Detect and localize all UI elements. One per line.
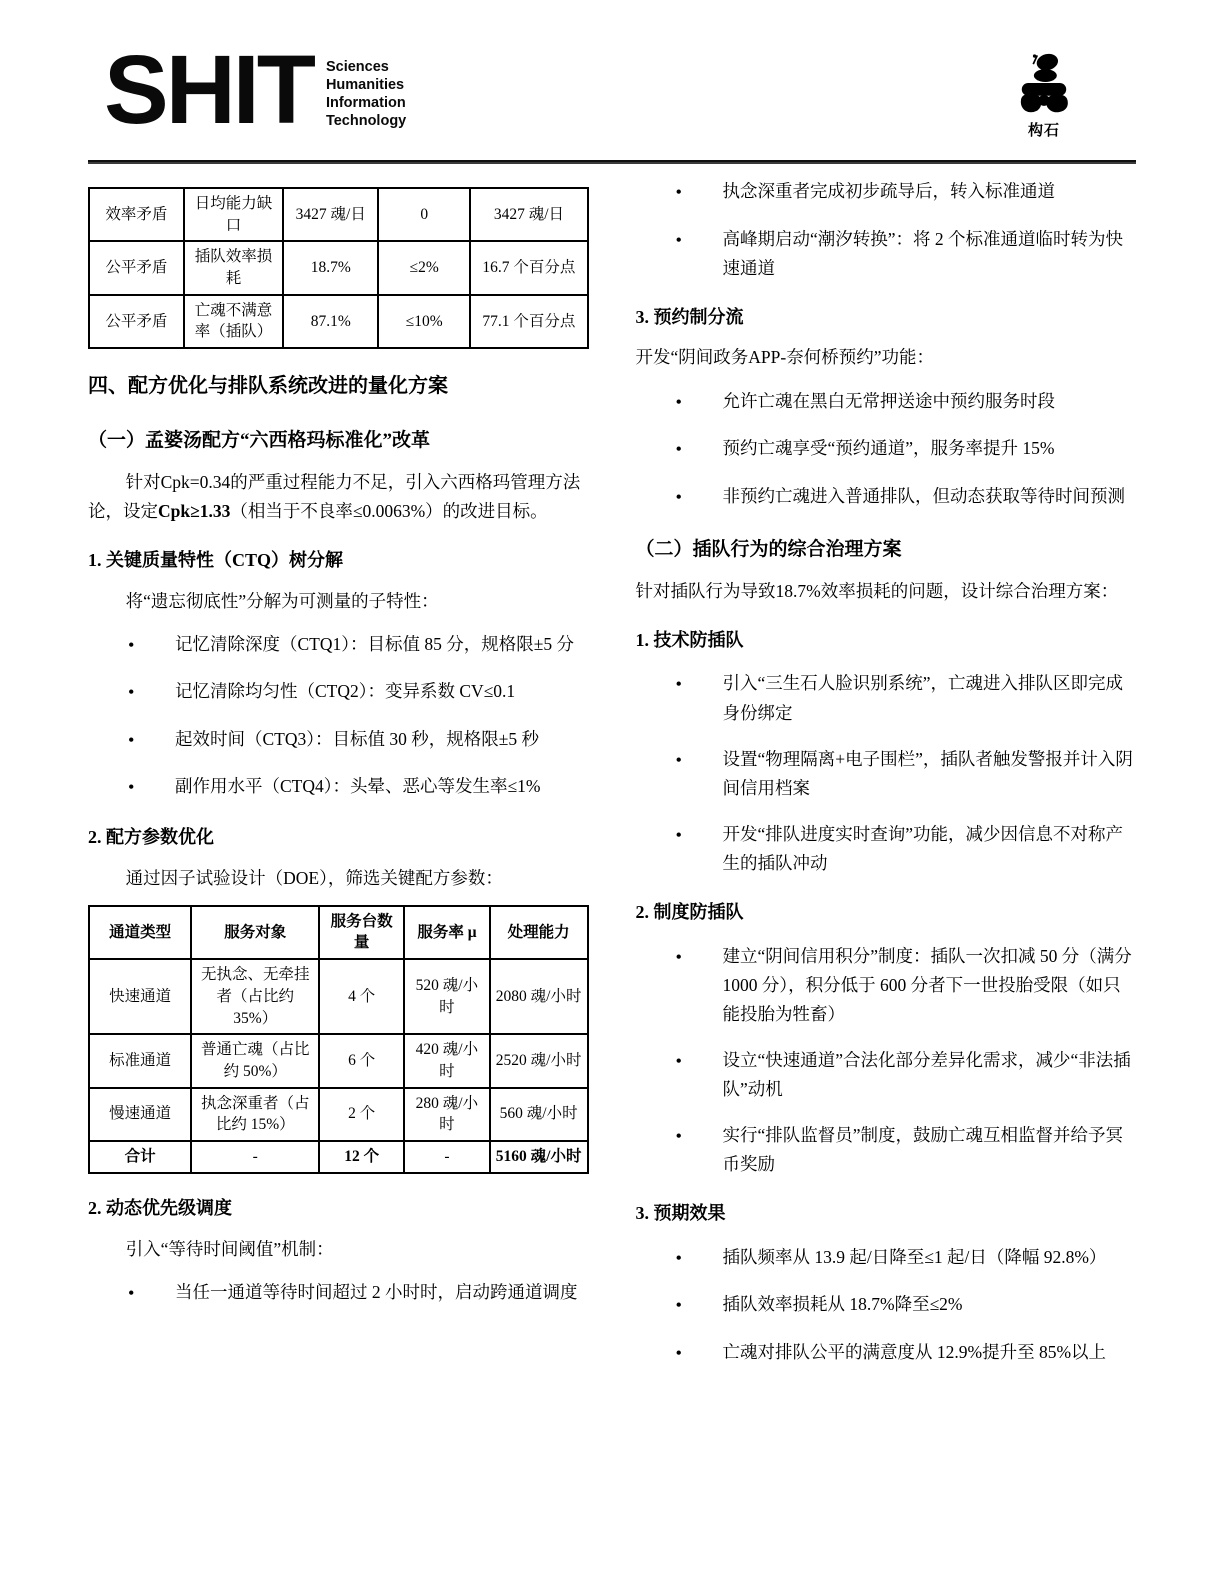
bullet-text: 当任一通道等待时间超过 2 小时时，启动跨通道调度 [175, 1281, 578, 1302]
list-item [636, 387, 1137, 418]
bullet-icon [676, 820, 723, 878]
table-cell: 快速通道 [89, 959, 191, 1034]
table-cell: 77.1 个百分点 [470, 295, 587, 348]
numbered-heading: 2. 配方参数优化 [88, 826, 214, 847]
table-cell: 执念深重者（占比约 15%） [191, 1088, 319, 1141]
table-cell: 420 魂/小时 [404, 1034, 490, 1087]
bullet-icon [676, 1290, 723, 1321]
metrics-table [88, 187, 589, 349]
org-logo-wordmark: SHIT [104, 35, 313, 144]
table-cell: 公平矛盾 [89, 241, 184, 294]
left-column [88, 175, 589, 1385]
bullet-text: 非预约亡魂进入普通排队，但动态获取等待时间预测 [722, 485, 1125, 506]
tagline-line: Sciences [325, 59, 389, 75]
table-cell: 87.1% [283, 295, 378, 348]
bullet-icon [676, 1121, 723, 1179]
numbered-heading: 3. 预约制分流 [635, 306, 744, 327]
bullet-icon [128, 677, 175, 708]
bullet-text: 亡魂对排队公平的满意度从 12.9%提升至 85%以上 [722, 1341, 1107, 1362]
bullet-list [88, 1278, 589, 1309]
paragraph: 通过因子试验设计（DOE），筛选关键配方参数： [125, 867, 503, 888]
table-row [89, 295, 588, 348]
org-logo [104, 35, 407, 144]
bullet-text: 执念深重者完成初步疏导后，转入标准通道 [722, 181, 1055, 201]
table-cell: 5160 魂/小时 [490, 1141, 588, 1173]
bullet-list [636, 177, 1137, 283]
bullet-text: 起效时间（CTQ3）：目标值 30 秒，规格限±5 秒 [175, 728, 539, 749]
column-header: 服务对象 [191, 906, 319, 959]
table-cell: 18.7% [283, 241, 378, 294]
bullet-text: 预约亡魂享受“预约通道”，服务率提升 15% [722, 438, 1055, 459]
list-item [636, 1290, 1137, 1321]
table-header-row [89, 906, 588, 959]
bullet-list [636, 387, 1137, 513]
table-cell: 合计 [89, 1141, 191, 1173]
paragraph: 开发“阴间政务APP-奈何桥预约”功能： [635, 347, 934, 368]
list-item [88, 677, 589, 708]
section-heading: 四、配方优化与排队系统改进的量化方案 [88, 375, 448, 398]
table-row [89, 241, 588, 294]
bullet-text: 插队效率损耗从 18.7%降至≤2% [722, 1294, 963, 1315]
bullet-icon [676, 225, 723, 283]
tagline-line: Technology [325, 113, 407, 130]
list-item [88, 630, 589, 661]
bullet-icon [676, 745, 723, 803]
page-header [88, 35, 1136, 152]
table-row [89, 188, 588, 241]
table-cell: - [191, 1141, 319, 1173]
bullet-icon [128, 772, 175, 803]
subsection-heading: （二）插队行为的综合治理方案 [635, 539, 902, 561]
list-item [636, 225, 1137, 283]
org-logo-tagline [326, 58, 406, 131]
paragraph [88, 468, 589, 526]
column-header: 通道类型 [89, 906, 191, 959]
header-rule [88, 160, 1136, 164]
bullet-text: 插队频率从 13.9 起/日降至≤1 起/日（降幅 92.8%） [722, 1246, 1107, 1267]
bullet-text: 建立“阴间信用积分”制度：插队一次扣减 50 分（满分 1000 分），积分低于 600 分者下一世投胎受限（如只能投胎为牲畜） [722, 945, 1132, 1024]
bullet-text: 设立“快速通道”合法化部分差异化需求，减少“非法插队”动机 [722, 1049, 1131, 1099]
bullet-text: 实行“排队监督员”制度，鼓励亡魂互相监督并给予冥币奖励 [722, 1124, 1124, 1174]
list-item [636, 1338, 1137, 1369]
table-cell: 4 个 [319, 959, 404, 1034]
table-row [89, 959, 588, 1034]
bullet-text: 记忆清除均匀性（CTQ2）：变异系数 CV≤0.1 [175, 681, 516, 702]
list-item [636, 1046, 1137, 1104]
bullet-icon [676, 482, 723, 513]
column-header: 服务台数量 [319, 906, 404, 959]
bullet-icon [676, 177, 723, 208]
paragraph: 引入“等待时间阈值”机制： [125, 1238, 334, 1259]
table-cell: 0 [378, 188, 470, 241]
bullet-icon [128, 1278, 175, 1309]
tagline-line: Information [325, 95, 406, 112]
bullet-icon [128, 725, 175, 756]
bullet-icon [676, 434, 723, 465]
channel-table [88, 905, 589, 1174]
list-item [636, 745, 1137, 803]
paragraph-text: 针对Cpk=0.34的严重过程能力不足，引入六西格玛管理方法论，设定 [88, 471, 581, 521]
numbered-heading: 2. 制度防插队 [635, 901, 744, 922]
paragraph-bold-text: Cpk≥1.33 [158, 500, 231, 521]
table-cell: 2520 魂/小时 [490, 1034, 588, 1087]
table-cell: 3427 魂/日 [283, 188, 378, 241]
table-cell: 标准通道 [89, 1034, 191, 1087]
bullet-icon [676, 387, 723, 418]
paragraph: 将“遗忘彻底性”分解为可测量的子特性： [125, 590, 439, 611]
bullet-icon [676, 942, 723, 1029]
stone-stack-icon [1010, 52, 1078, 118]
list-item [636, 1243, 1137, 1274]
table-cell: ≤10% [378, 295, 470, 348]
list-item [636, 942, 1137, 1029]
bullet-icon [128, 630, 175, 661]
list-item [636, 820, 1137, 878]
bullet-text: 副作用水平（CTQ4）：头晕、恶心等发生率≤1% [175, 776, 541, 797]
subsection-heading: （一）孟婆汤配方“六西格玛标准化”改革 [88, 430, 431, 452]
list-item [636, 177, 1137, 208]
two-column-layout [88, 175, 1136, 1385]
bullet-text: 设置“物理隔离+电子围栏”，插队者触发警报并计入阴间信用档案 [722, 748, 1133, 798]
table-cell: 280 魂/小时 [404, 1088, 490, 1141]
list-item [636, 482, 1137, 513]
numbered-heading: 1. 技术防插队 [635, 629, 744, 650]
bullet-list [636, 942, 1137, 1179]
list-item [636, 434, 1137, 465]
table-cell: 560 魂/小时 [490, 1088, 588, 1141]
table-cell: 16.7 个百分点 [470, 241, 587, 294]
table-row [89, 1034, 588, 1087]
bullet-list [636, 669, 1137, 877]
list-item [88, 725, 589, 756]
numbered-heading: 1. 关键质量特性（CTQ）树分解 [88, 549, 344, 570]
list-item [88, 1278, 589, 1309]
bullet-text: 开发“排队进度实时查询”功能，减少因信息不对称产生的插队冲动 [722, 823, 1124, 873]
column-header: 服务率 μ [404, 906, 490, 959]
tagline-line: Humanities [325, 77, 405, 94]
table-cell: 12 个 [319, 1141, 404, 1173]
list-item [88, 772, 589, 803]
table-cell: 2 个 [319, 1088, 404, 1141]
bullet-icon [676, 1243, 723, 1274]
table-row [89, 1088, 588, 1141]
bullet-text: 引入“三生石人脸识别系统”，亡魂进入排队区即完成身份绑定 [722, 673, 1124, 723]
table-cell: 无执念、无牵挂者（占比约 35%） [191, 959, 319, 1034]
right-column [636, 175, 1137, 1385]
table-cell: ≤2% [378, 241, 470, 294]
bullet-icon [676, 1338, 723, 1369]
table-cell: 公平矛盾 [89, 295, 184, 348]
table-cell: 慢速通道 [89, 1088, 191, 1141]
table-cell: 6 个 [319, 1034, 404, 1087]
table-total-row [89, 1141, 588, 1173]
table-cell: 插队效率损耗 [184, 241, 284, 294]
bullet-text: 允许亡魂在黑白无常押送途中预约服务时段 [722, 390, 1055, 411]
table-cell: 效率矛盾 [89, 188, 184, 241]
table-cell: 普通亡魂（占比约 50%） [191, 1034, 319, 1087]
paragraph-text: （相当于不良率≤0.0063%）的改进目标。 [230, 500, 548, 521]
stone-logo [1010, 52, 1078, 140]
table-cell: 520 魂/小时 [404, 959, 490, 1034]
bullet-text: 记忆清除深度（CTQ1）：目标值 85 分，规格限±5 分 [175, 633, 574, 654]
numbered-heading: 2. 动态优先级调度 [88, 1197, 232, 1218]
table-cell: 亡魂不满意率（插队） [184, 295, 284, 348]
stone-logo-label: 构石 [1027, 122, 1060, 139]
bullet-text: 高峰期启动“潮汐转换”：将 2 个标准通道临时转为快速通道 [722, 228, 1124, 278]
bullet-icon [676, 1046, 723, 1104]
list-item [636, 1121, 1137, 1179]
bullet-list [636, 1243, 1137, 1369]
paragraph: 针对插队行为导致18.7%效率损耗的问题，设计综合治理方案： [635, 580, 1119, 601]
table-cell: - [404, 1141, 490, 1173]
bullet-list [88, 630, 589, 803]
table-cell: 日均能力缺口 [184, 188, 284, 241]
numbered-heading: 3. 预期效果 [635, 1202, 726, 1223]
column-header: 处理能力 [490, 906, 588, 959]
list-item [636, 669, 1137, 727]
bullet-icon [676, 669, 723, 727]
table-cell: 2080 魂/小时 [490, 959, 588, 1034]
table-cell: 3427 魂/日 [470, 188, 587, 241]
